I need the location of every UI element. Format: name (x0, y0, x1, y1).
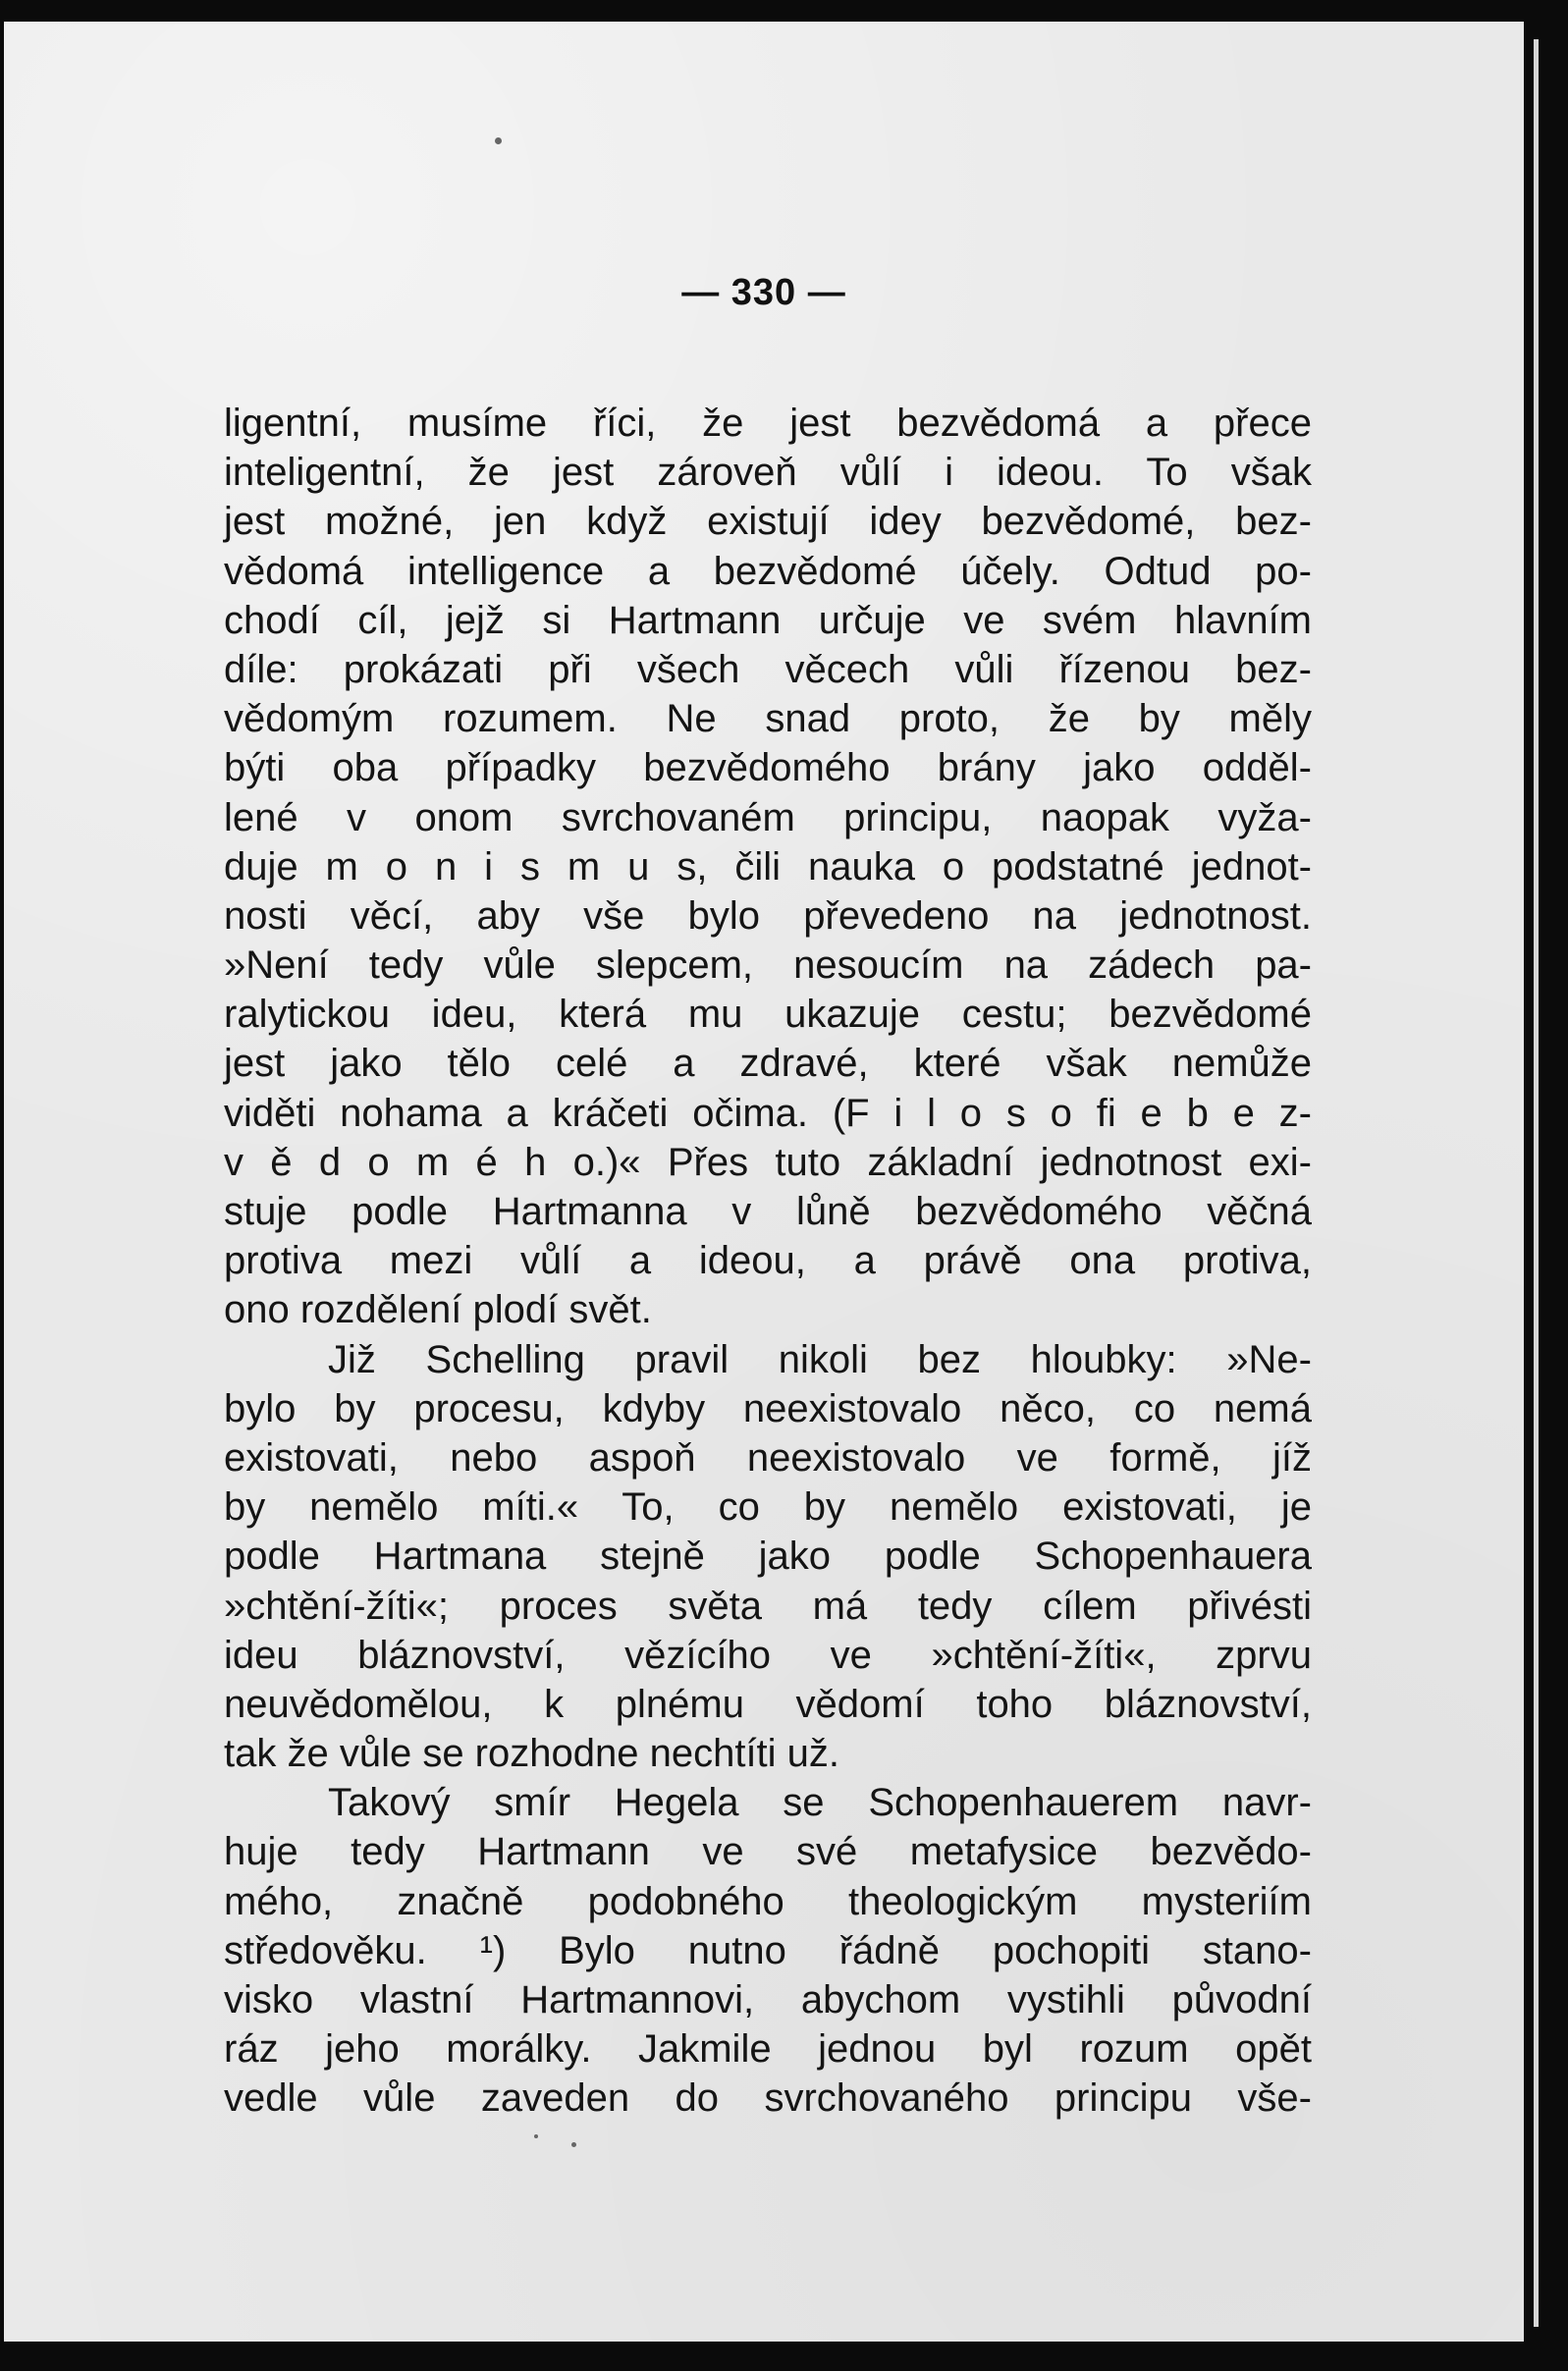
text-line: huje tedy Hartmann ve své metafysice bezvědo- (224, 1830, 1312, 1874)
scan-border (1524, 0, 1568, 2371)
text-line: by nemělo míti.« To, co by nemělo existovati, je (224, 1485, 1312, 1530)
text-line: ráz jeho morálky. Jakmile jednou byl rozum opět (224, 2027, 1312, 2072)
text-line: »Není tedy vůle slepcem, nesoucím na zádech pa- (224, 943, 1312, 988)
text-line: mého, značně podobného theologickým mysteriím (224, 1879, 1312, 1923)
text-line: jest možné, jen když existují idey bezvědomé, bez- (224, 500, 1312, 544)
text-line: »chtění-žíti«; proces světa má tedy cílem přivésti (224, 1584, 1312, 1628)
text-line: viděti nohama a kráčeti očima. (F i l o s o fi e b e z- (224, 1091, 1312, 1135)
ink-speck (495, 137, 502, 144)
text-line: ligentní, musíme říci, že jest bezvědomá a přece (224, 402, 1312, 445)
text-line: existovati, nebo aspoň neexistovalo ve formě, jíž (224, 1435, 1312, 1480)
text-line: díle: prokázati při všech věcech vůli řízenou bez- (224, 647, 1312, 691)
text-line: protiva mezi vůlí a ideou, a právě ona protiva, (224, 1239, 1312, 1283)
text-line: vědomá intelligence a bezvědomé účely. Odtud po- (224, 549, 1312, 593)
text-line: duje m o n i s m u s, čili nauka o podstatné jednot- (224, 844, 1312, 889)
text-line: ideu bláznovství, vězícího ve »chtění-žíti«, zprvu (224, 1633, 1312, 1677)
text-line: bylo by procesu, kdyby neexistovalo něco, co nemá (224, 1386, 1312, 1430)
text-line: vedle vůle zaveden do svrchovaného principu vše- (224, 2076, 1312, 2121)
text-line: lené v onom svrchovaném principu, naopak vyža- (224, 795, 1312, 839)
text-line: jest jako tělo celé a zdravé, které však nemůže (224, 1042, 1312, 1086)
text-line: stuje podle Hartmanna v lůně bezvědomého věčná (224, 1190, 1312, 1233)
text-line: nosti věcí, aby vše bylo převedeno na jednotnost. (224, 893, 1312, 938)
text-line: neuvědomělou, k plnému vědomí toho bláznovství, (224, 1682, 1312, 1726)
text-line: ono rozdělení plodí svět. (224, 1288, 652, 1332)
text-line: vědomým rozumem. Ne snad proto, že by měly (224, 697, 1312, 741)
text-line: visko vlastní Hartmannovi, abychom vystihli původní (224, 1978, 1312, 2021)
text-line: býti oba případky bezvědomého brány jako odděl- (224, 746, 1312, 790)
text-line: v ě d o m é h o.)« Přes tuto základní jednotnost exi- (224, 1140, 1312, 1184)
text-line: středověku. ¹) Bylo nutno řádně pochopiti stano- (224, 1928, 1312, 1972)
text-line: ralytickou ideu, která mu ukazuje cestu; bezvědomé (224, 993, 1312, 1037)
page-number: — 330 — (681, 272, 846, 313)
book-page (4, 22, 1524, 2342)
text-line: chodí cíl, jejž si Hartmann určuje ve svém hlavním (224, 598, 1312, 642)
ink-speck (534, 2134, 538, 2138)
body-text (224, 399, 1312, 2124)
text-line: podle Hartmana stejně jako podle Schopenhauera (224, 1535, 1312, 1579)
ink-speck (571, 2142, 576, 2147)
page-edge-line (1534, 39, 1539, 2327)
text-line: Již Schelling pravil nikoli bez hloubky: »Ne- (328, 1337, 1312, 1381)
text-line: tak že vůle se rozhodne nechtíti už. (224, 1732, 840, 1776)
text-line: Takový smír Hegela se Schopenhauerem navr- (328, 1781, 1312, 1825)
text-line: inteligentní, že jest zároveň vůlí i ideou. To však (224, 451, 1312, 495)
